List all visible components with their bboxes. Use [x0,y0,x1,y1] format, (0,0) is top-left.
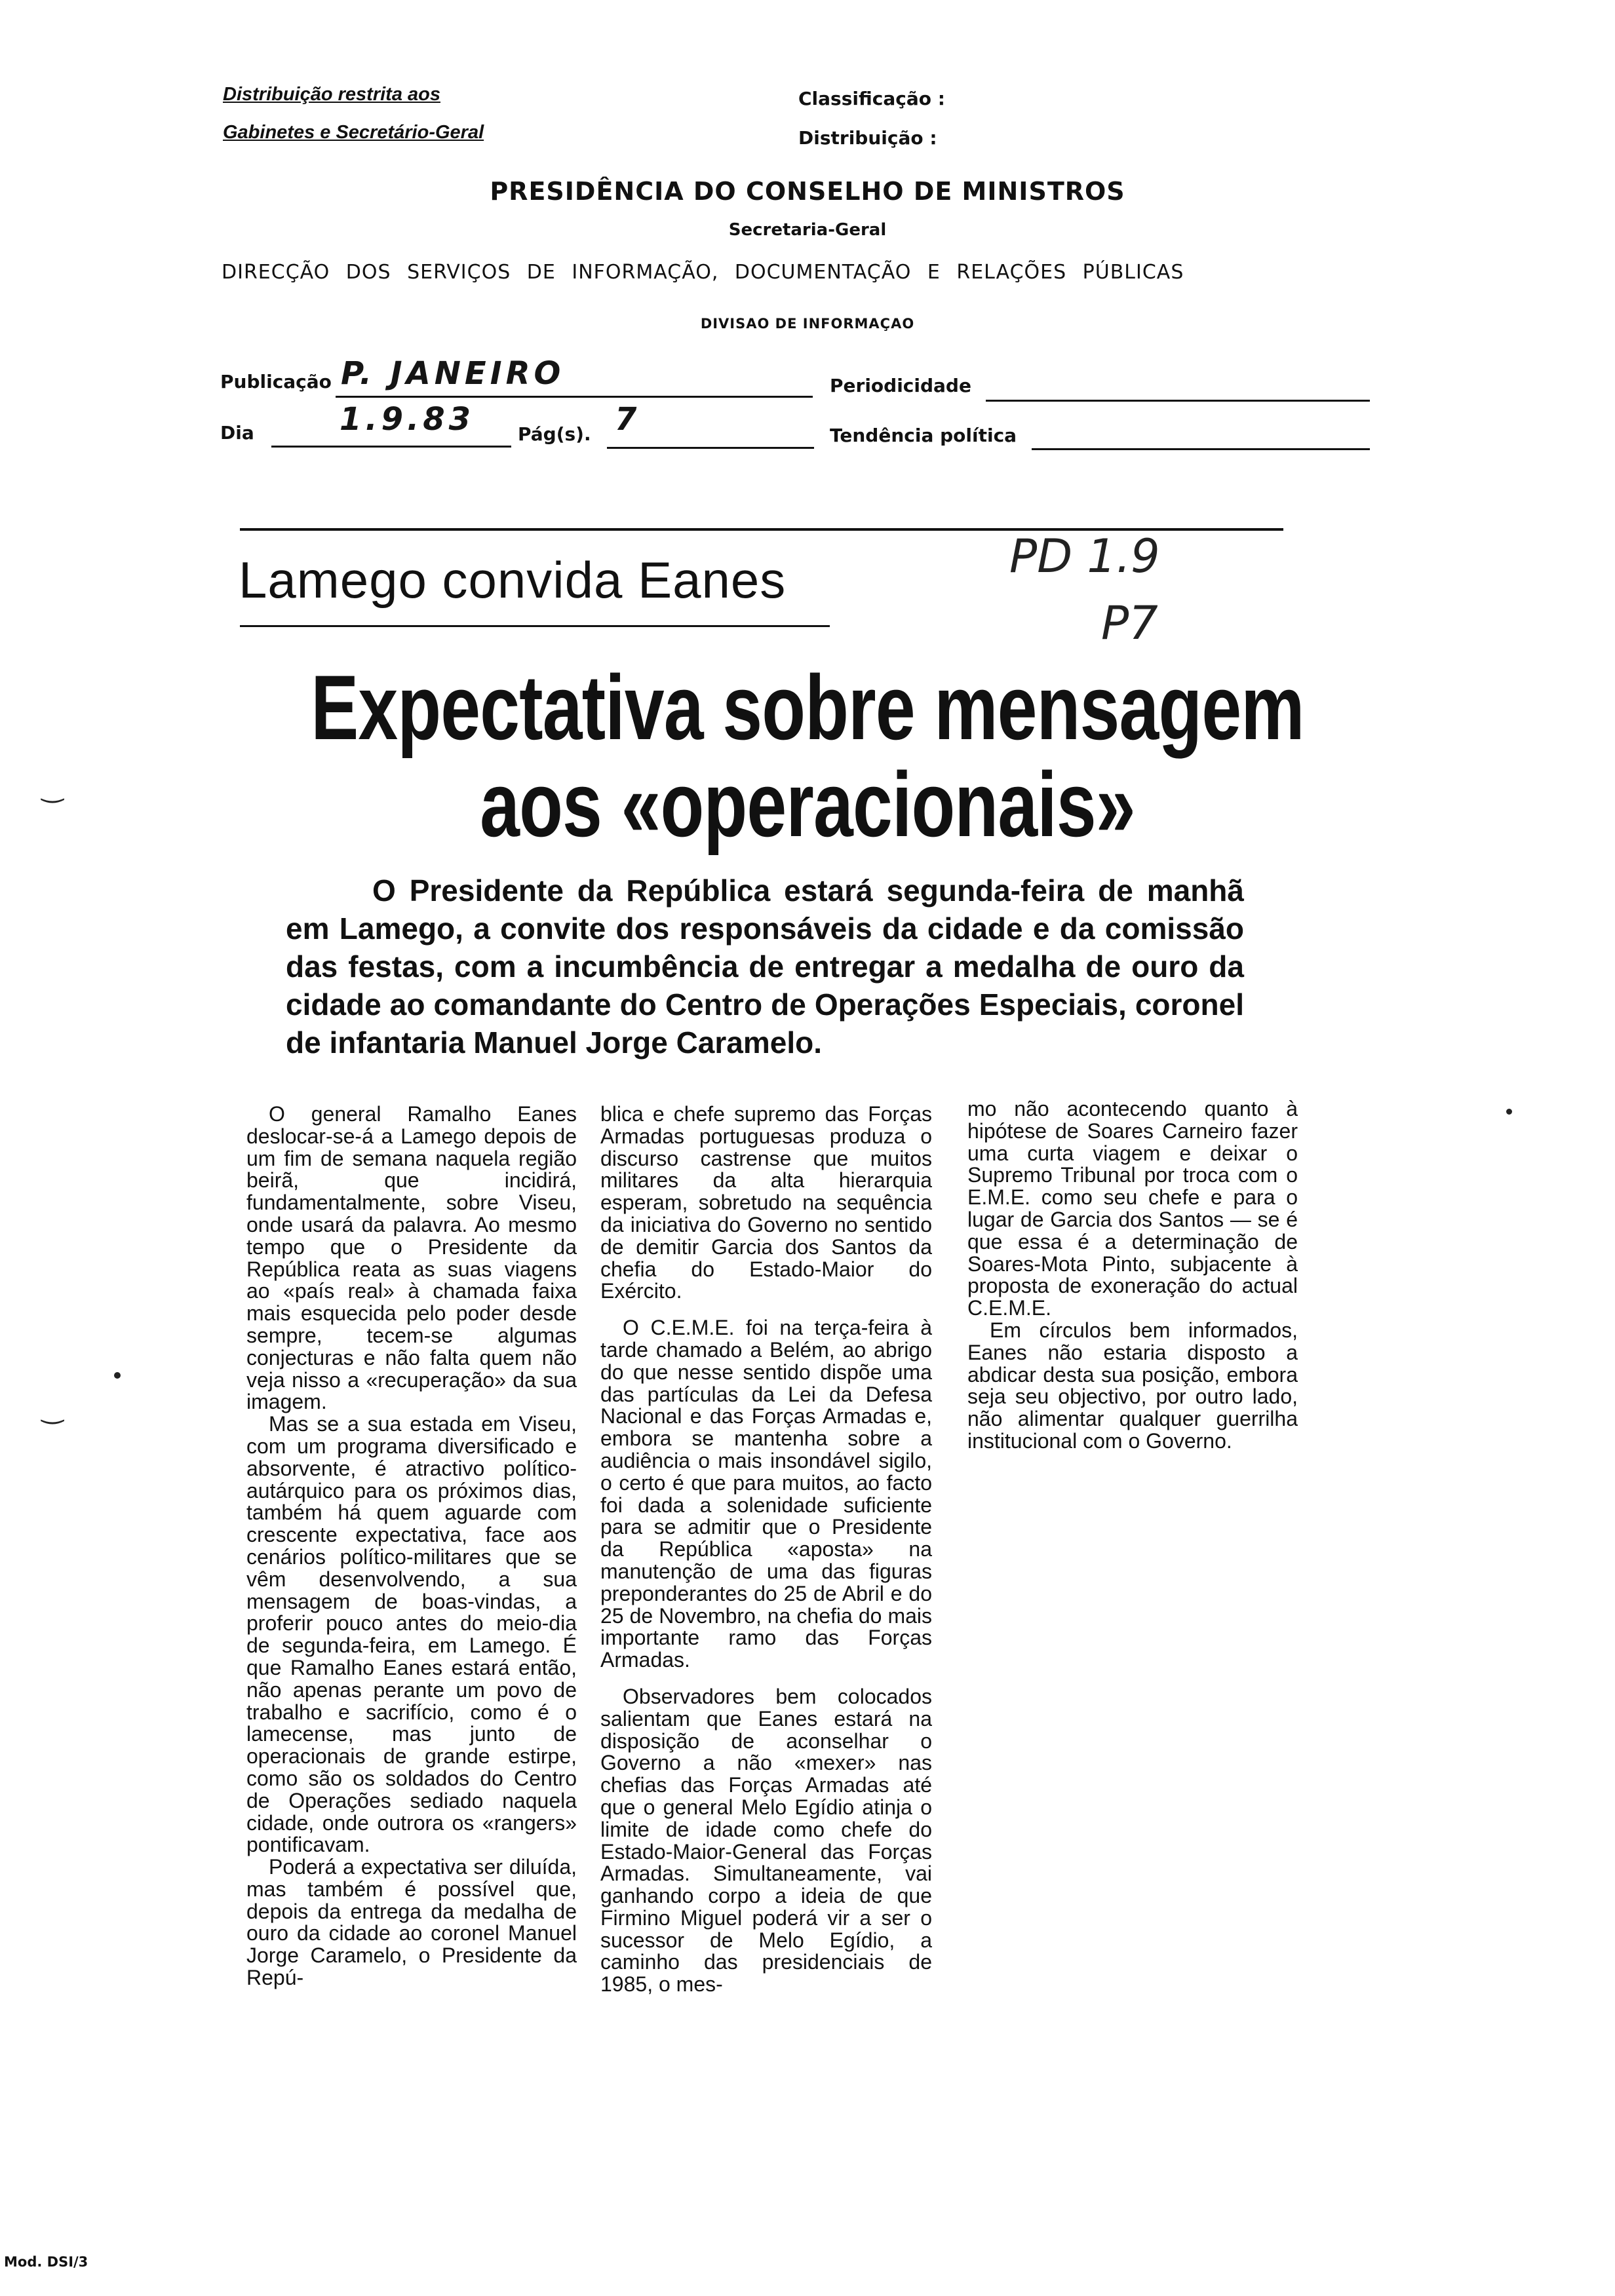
periodicity-label: Periodicidade [830,375,971,396]
margin-dot [114,1372,121,1379]
column-3-paragraph-2: Em círculos bem informados, Eanes não estaria disposto a abdicar desta sua posição, embora seja seu objectivo, por outro lado, não alimentar qualquer guerrilha institucional com o Governo. [967,1318,1298,1453]
column-2-paragraph-1: blica e chefe supremo das Forças Armadas portuguesas produza o discurso castrense que muitos militares da alta hierarquia esperam, sobretudo na sequência da iniciativa do Governo no sentido de demitir Garcia dos Santos da chefia do Estado-Maior do Exército. [600,1102,932,1303]
distribution-label: Distribuição : [798,127,937,149]
article-kicker: Lamego convida Eanes [239,551,787,609]
political-tendency-line [1032,448,1370,450]
division-line: DIVISAO DE INFORMAÇAO [700,316,915,332]
secretariat-subtitle: Secretaria-Geral [728,220,887,240]
distribution-note-line1: Distribuição restrita aos [223,84,440,105]
margin-hole-mark-1: ‿ [42,773,64,803]
column-1-paragraph-2: Mas se a sua estada em Viseu, com um programa diversificado e absorvente, é atractivo político-autárquico para os próximos dias, também há quem aguarde com crescente expectativa, face aos cenários político-militares que se vêm desenvolvendo, a sua mensagem de boas-vindas, a proferir pouco antes do meio-dia de segunda-feira, em Lamego. É que Ramalho Eanes estará então, não apenas perante um povo de trabalho e sacrifício, como é o lamecense, mas junto de operacionais de grande estirpe, como são os soldados do Centro de Operações sediado naquela cidade, onde outrora os «rangers» pontificavam. [246,1412,577,1857]
article-lead: O Presidente da República estará segunda-feira de manhã em Lamego, a convite dos responsáveis da cidade e da comissão das festas, com a incumbência de entregar a medalha de ouro da cidade ao comandante do Centro de Operações Especiais, coronel de infantaria Manuel Jorge Caramelo. [286,873,1244,1060]
headline-line-1: Expectativa sobre mensagem [311,656,1304,759]
day-line [271,446,511,448]
headline-line-2: aos «operacionais» [480,753,1135,856]
directorate-line: DIRECÇÃO DOS SERVIÇOS DE INFORMAÇÃO, DOCUMENTAÇÃO E RELAÇÕES PÚBLICAS [222,261,1184,284]
publication-line [336,396,813,398]
pages-line [607,447,814,449]
form-code: Mod. DSI/3 [4,2254,88,2270]
margin-dot-right [1506,1109,1512,1115]
pages-value: 7 [615,401,641,438]
column-3-paragraph-1: mo não acontecendo quanto à hipótese de Soares Carneiro fazer uma curta viagem e deixar o Supremo Tribunal por troca com o E.M.E. como seu chefe e para o lugar de Garcia dos Santos — se é que essa é a determinação de Soares-Mota Pinto, subjacente à proposta de exoneração do actual C.E.M.E. [967,1097,1298,1320]
publication-value: P. JANEIRO [341,355,565,392]
day-value: 1.9.83 [340,401,475,438]
classification-label: Classificação : [798,88,945,109]
column-2-paragraph-2: O C.E.M.E. foi na terça-feira à tarde chamado a Belém, ao abrigo do que nesse sentido dispõe uma das partículas da Lei da Defesa Nacional e das Forças Armadas e, embora se mantenha sobre a audiência o mais insondável sigilo, o certo é que para muitos, ao facto foi dada a solenidade suficiente para se admitir que o Presidente da República «aposta» na manutenção de uma das figuras preponderantes do 25 de Abril e do 25 de Novembro, na chefia do mais importante ramo das Forças Armadas. [600,1316,932,1672]
periodicity-line [986,400,1370,402]
margin-hole-mark-2: ‿ [42,1394,64,1425]
handwritten-note-2: P7 [1101,596,1158,650]
institution-title: PRESIDÊNCIA DO CONSELHO DE MINISTROS [490,177,1125,206]
political-tendency-label: Tendência política [830,425,1017,446]
column-1-paragraph-3: Poderá a expectativa ser diluída, mas também é possível que, depois da entrega da medalha de ouro da cidade ao coronel Manuel Jorge Caramelo, o Presidente da Repú- [246,1855,577,1990]
kicker-underline [240,625,830,627]
pages-label: Pág(s). [518,423,591,445]
publication-label: Publicação [220,371,332,392]
handwritten-note-1: PD 1.9 [1009,529,1160,583]
article-column-2 [600,1103,932,1996]
column-1-paragraph-1: O general Ramalho Eanes deslocar-se-á a Lamego depois de um fim de semana naquela região beirã, que incidirá, fundamentalmente, sobre Viseu, onde usará da palavra. Ao mesmo tempo que o Presidente da República reata as suas viagens ao «país real» à chamada faixa mais esquecida pelo poder desde sempre, tecem-se algumas conjecturas e não falta quem não veja nisso a «recuperação» da sua imagem. [246,1102,577,1414]
article-column-3 [967,1098,1298,1453]
column-2-paragraph-3: Observadores bem colocados salientam que Eanes estará na disposição de aconselhar o Governo a não «mexer» nas chefias das Forças Armadas até que o general Melo Egídio atinja o limite de idade como chefe do Estado-Maior-General das Forças Armadas. Simultaneamente, vai ganhando corpo a ideia de que Firmino Miguel poderá vir a ser o sucessor de Melo Egídio, a caminho das presidenciais de 1985, o mes- [600,1684,932,1997]
distribution-note-line2: Gabinetes e Secretário-Geral [223,122,484,143]
article-column-1 [246,1103,577,1989]
day-label: Dia [220,422,254,444]
